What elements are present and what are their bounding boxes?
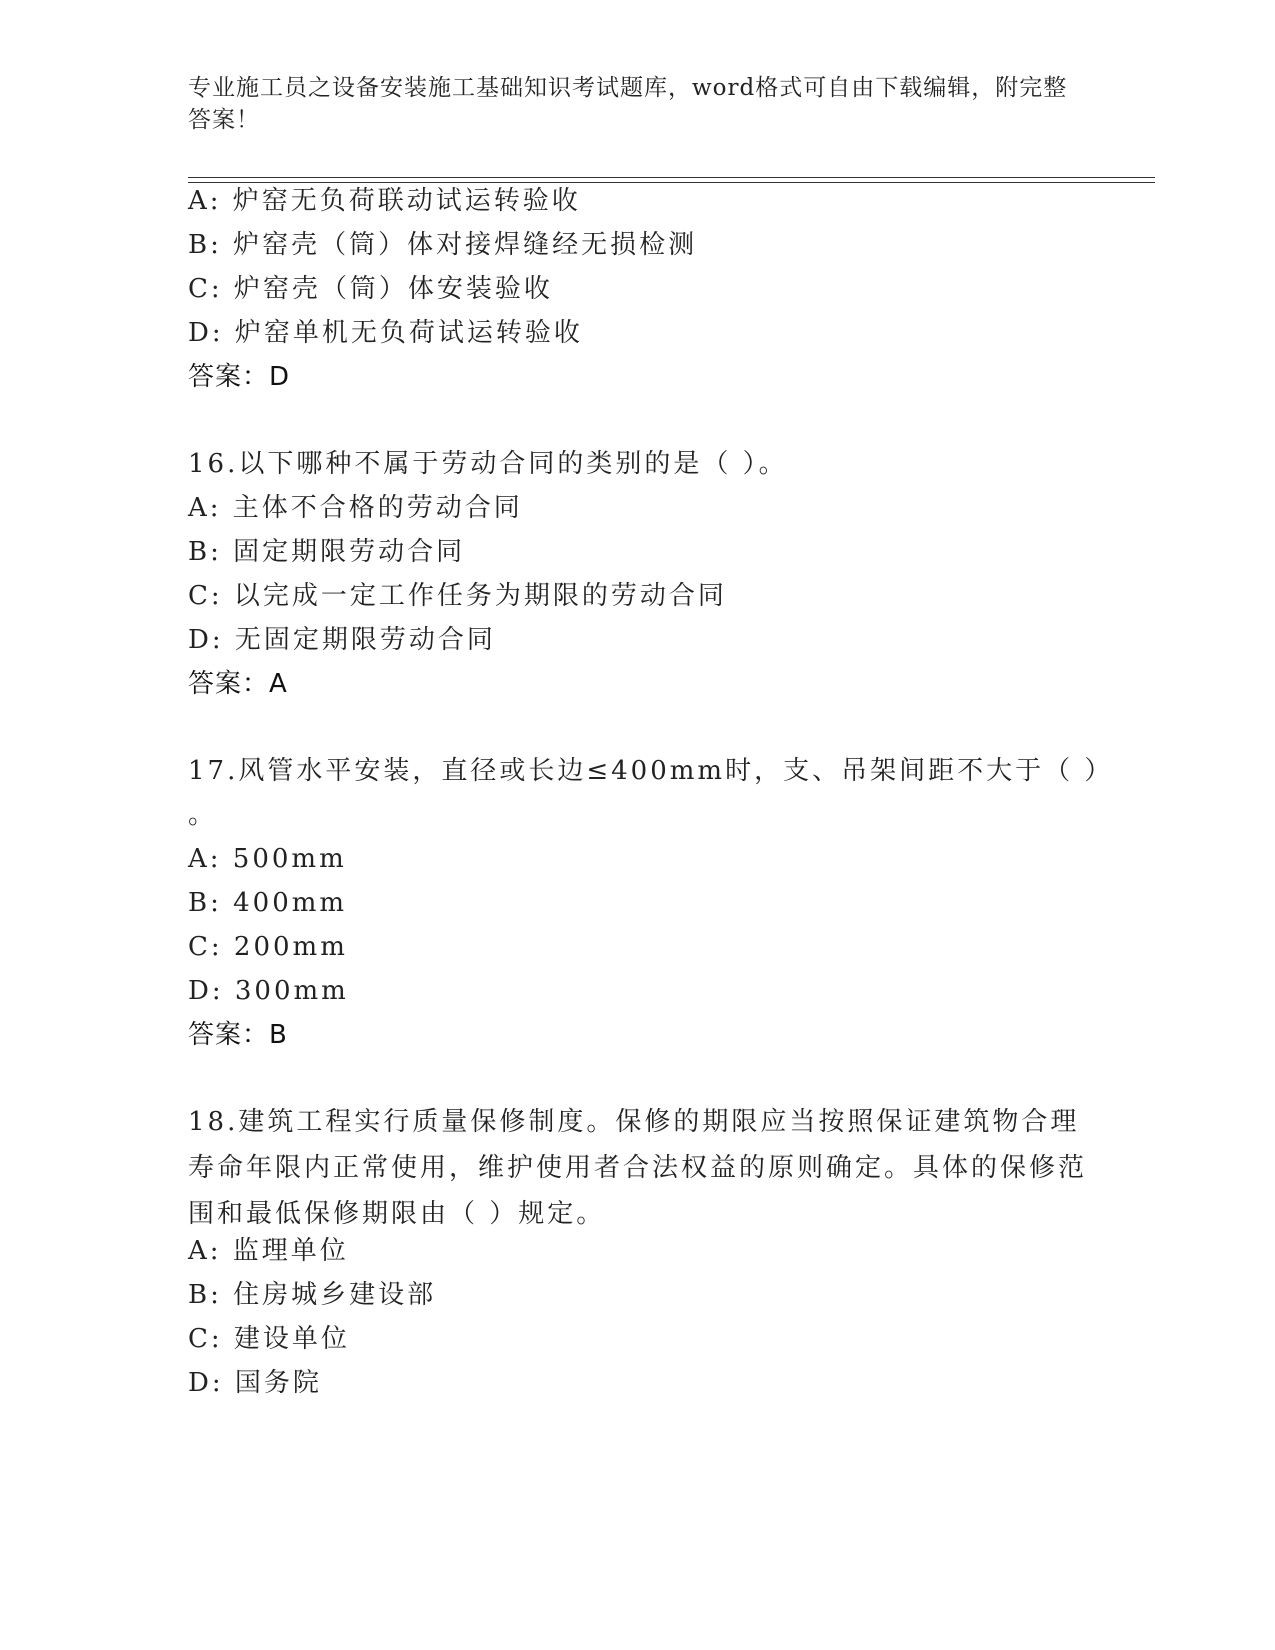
q18-option-b: B: 住房城乡建设部 xyxy=(188,1280,437,1310)
q15-answer: 答案：D xyxy=(188,362,291,392)
q18-option-d: D: 国务院 xyxy=(188,1368,322,1398)
q16-option-d: D: 无固定期限劳动合同 xyxy=(188,625,496,655)
q15-option-a: A: 炉窑无负荷联动试运转验收 xyxy=(188,186,581,216)
q18-option-a: A: 监理单位 xyxy=(188,1236,349,1266)
q17-stem-line1: 17.风管水平安装，直径或长边≤400mm时，支、吊架间距不大于（ ） xyxy=(188,756,1114,786)
q15-option-b: B: 炉窑壳（筒）体对接焊缝经无损检测 xyxy=(188,230,698,260)
q16-option-c: C: 以完成一定工作任务为期限的劳动合同 xyxy=(188,581,727,611)
q16-answer: 答案：A xyxy=(188,669,288,699)
q17-option-a: A: 500mm xyxy=(188,844,347,874)
q16-stem: 16.以下哪种不属于劳动合同的类别的是（ ）。 xyxy=(188,449,788,479)
q16-option-a: A: 主体不合格的劳动合同 xyxy=(188,493,523,523)
q17-option-b: B: 400mm xyxy=(188,888,348,918)
q17-option-c: C: 200mm xyxy=(188,932,348,962)
header-divider-bottom xyxy=(188,182,1155,183)
q17-stem-line2: 。 xyxy=(188,800,218,830)
q15-option-c: C: 炉窑壳（筒）体安装验收 xyxy=(188,274,553,304)
q15-option-d: D: 炉窑单机无负荷试运转验收 xyxy=(188,318,583,348)
document-header: 专业施工员之设备安装施工基础知识考试题库，word格式可自由下载编辑，附完整答案！ xyxy=(188,75,1068,133)
q16-option-b: B: 固定期限劳动合同 xyxy=(188,537,466,567)
q17-answer: 答案：B xyxy=(188,1020,288,1050)
q17-option-d: D: 300mm xyxy=(188,976,349,1006)
q18-stem: 18.建筑工程实行质量保修制度。保修的期限应当按照保证建筑物合理寿命年限内正常使用，维护使用者合法权益的原则确定。具体的保修范围和最低保修期限由（ ）规定。 xyxy=(188,1107,1088,1229)
header-divider-top xyxy=(188,177,1155,178)
q18-option-c: C: 建设单位 xyxy=(188,1324,350,1354)
